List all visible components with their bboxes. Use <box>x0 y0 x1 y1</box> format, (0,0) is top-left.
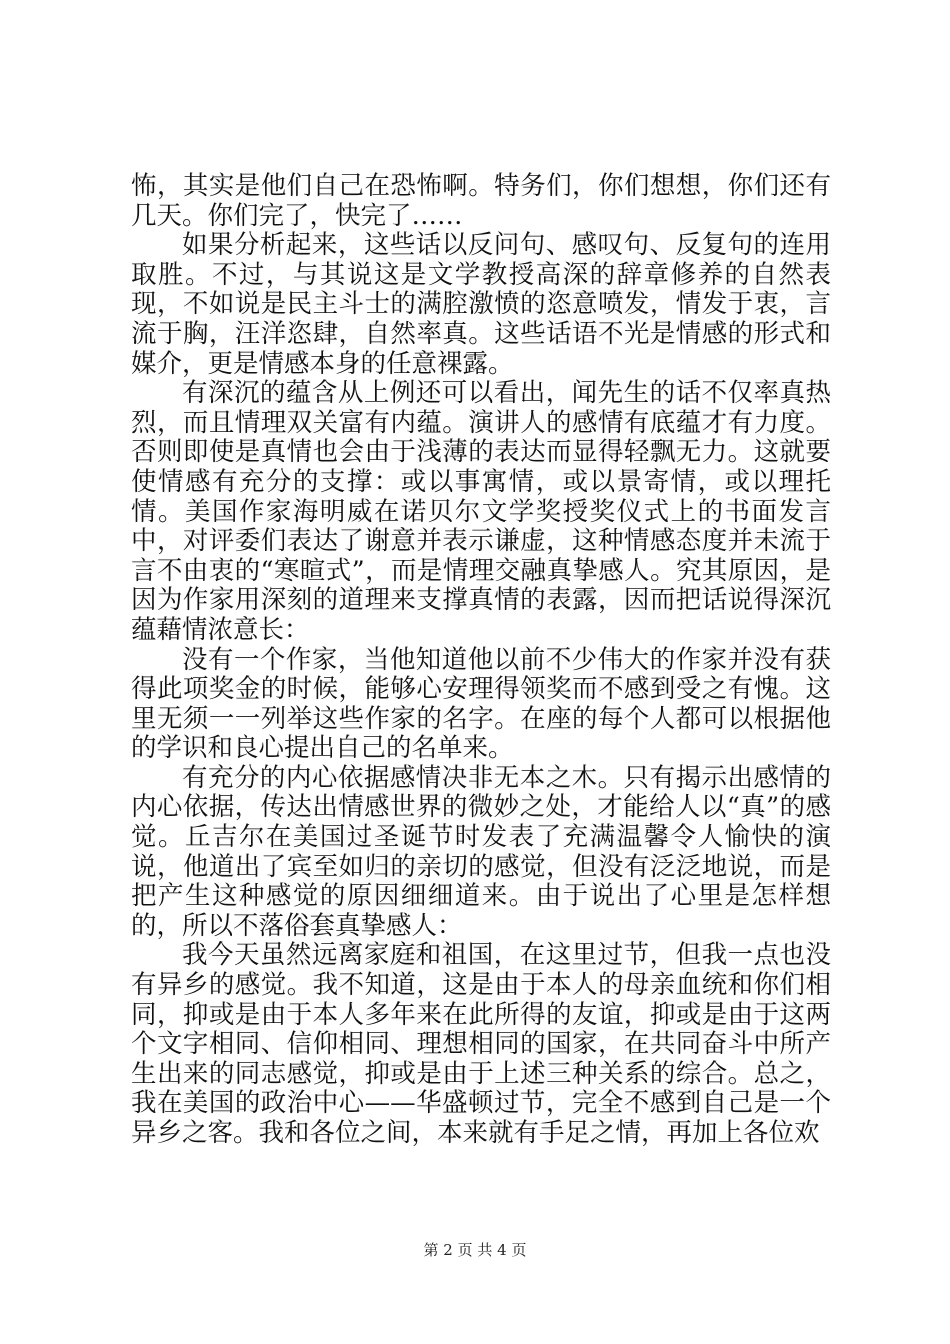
page-number-label: 第 2 页 共 4 页 <box>423 1241 527 1259</box>
paragraph-5: 有充分的内心依据感情决非无本之木。只有揭示出感情的内心依据，传达出情感世界的微妙之处，才能给人以“真”的感觉。丘吉尔在美国过圣诞节时发表了充满温馨令人愉快的演说，他道出了宾至如归的亲切的感觉，但没有泛泛地说，而是把产生这种感觉的原因细细道来。由于说出了心里是怎样想的，所以不落俗套真挚感人： <box>131 762 831 941</box>
paragraph-2: 如果分析起来，这些话以反问句、感叹句、反复句的连用取胜。不过，与其说这是文学教授高深的辞章修养的自然表现，不如说是民主斗士的满腔激愤的恣意喷发，情发于衷，言流于胸，汪洋恣肆，自然率真。这些话语不光是情感的形式和媒介，更是情感本身的任意裸露。 <box>131 230 831 379</box>
paragraph-4-quote: 没有一个作家，当他知道他以前不少伟大的作家并没有获得此项奖金的时候，能够心安理得领奖而不感到受之有愧。这里无须一一列举这些作家的名字。在座的每个人都可以根据他的学识和良心提出自己的名单来。 <box>131 644 831 764</box>
page-footer <box>0 1241 950 1259</box>
document-body <box>131 172 831 1149</box>
paragraph-3: 有深沉的蕴含从上例还可以看出，闻先生的话不仅率真热烈，而且情理双关富有内蕴。演讲人的感情有底蕴才有力度。否则即使是真情也会由于浅薄的表达而显得轻飘无力。这就要使情感有充分的支撑：或以事寓情，或以景寄情，或以理托情。美国作家海明威在诺贝尔文学奖授奖仪式上的书面发言中，对评委们表达了谢意并表示谦虚，这种情感态度并未流于言不由衷的“寒暄式”，而是情理交融真挚感人。究其原因，是因为作家用深刻的道理来支撑真情的表露，因而把话说得深沉蕴藉情浓意长： <box>131 378 831 645</box>
paragraph-1: 怖，其实是他们自己在恐怖啊。特务们，你们想想，你们还有几天。你们完了，快完了…… <box>131 171 831 231</box>
paragraph-6-quote: 我今天虽然远离家庭和祖国，在这里过节，但我一点也没有异乡的感觉。我不知道，这是由于本人的母亲血统和你们相同，抑或是由于本人多年来在此所得的友谊，抑或是由于这两个文字相同、信仰相同、理想相同的国家，在共同奋斗中所产生出来的同志感觉，抑或是由于上述三种关系的综合。总之，我在美国的政治中心——华盛顿过节，完全不感到自己是一个异乡之客。我和各位之间，本来就有手足之情，再加上各位欢 <box>131 940 831 1148</box>
